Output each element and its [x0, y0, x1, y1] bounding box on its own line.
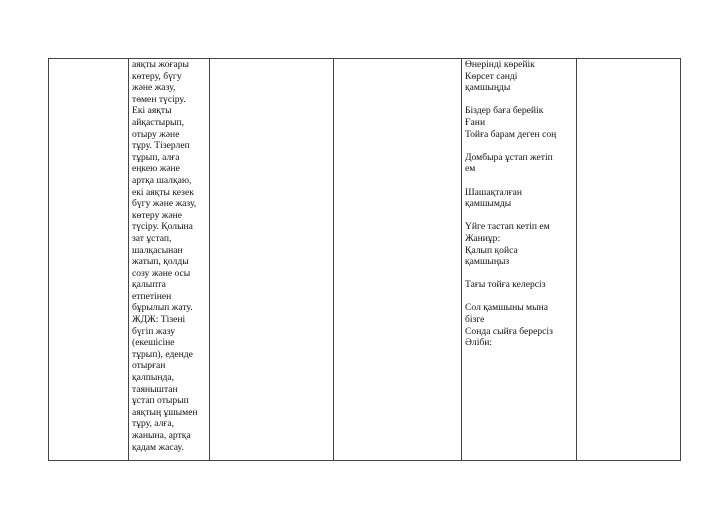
exercise-line: тұру. Тізерлеп [132, 140, 190, 152]
song-cell [462, 59, 577, 461]
song-line: Көрсет сәнді [465, 70, 518, 82]
exercise-line: Екі аяқты [132, 105, 172, 117]
exercise-line: көтеру, бүгу [132, 70, 182, 82]
empty-cell-6 [577, 59, 681, 461]
lesson-plan-table [48, 58, 681, 461]
exercise-line: еңкею және [132, 163, 180, 175]
exercise-text [129, 59, 209, 453]
empty-cell-1 [49, 59, 129, 461]
song-line: қамшымды [465, 198, 512, 210]
exercise-line: бұрылып жату. [132, 302, 193, 314]
exercise-line: артқа шалқаю, [132, 174, 192, 186]
exercise-line: тұрып), еденде [132, 348, 193, 360]
song-line: Ғани [465, 116, 486, 128]
exercise-line: бүгіп жазу [132, 325, 176, 337]
song-line [465, 175, 574, 187]
exercise-line: қалпында, [132, 372, 175, 384]
song-line: Біздер баға берейік [465, 105, 544, 117]
exercise-line: көтеру және [132, 209, 183, 221]
exercise-line: және жазу, [132, 82, 176, 94]
exercise-line: отырған [132, 360, 166, 372]
exercise-line: түсіру. Қолына [132, 221, 193, 233]
song-line [465, 140, 574, 152]
song-line: Үйге тастап кетіп ем [465, 221, 550, 233]
exercise-line: зат ұстап, [132, 232, 172, 244]
exercise-line: таяныштан [132, 383, 178, 395]
song-line [465, 291, 574, 303]
song-text [462, 59, 576, 349]
exercise-line: екі аяқты кезек [132, 186, 194, 198]
exercise-line: тұру, алға, [132, 418, 175, 430]
empty-cell-4 [334, 59, 462, 461]
song-line: Жаниұр: [465, 232, 501, 244]
exercise-line: аяқтың ұшымен [132, 406, 198, 418]
song-line: қамшыңды [465, 82, 511, 94]
table-row [49, 59, 681, 461]
exercise-line: жанына, артқа [132, 430, 191, 441]
empty-cell-3 [210, 59, 334, 461]
exercise-line: аяқты жоғары [132, 59, 189, 70]
exercise-line: тұрып, алға [132, 151, 180, 163]
song-line: Қалып қойса [465, 244, 518, 256]
song-line: Сол қамшыны мына [465, 302, 548, 314]
exercise-cell [129, 59, 210, 461]
exercise-line: етпетінен [132, 290, 172, 302]
exercise-line: ұстап отырып [132, 395, 189, 407]
exercise-line: қадам жасау. [132, 441, 184, 453]
song-line: Өнерінді көрейік [465, 59, 535, 70]
song-line: ем [465, 163, 476, 175]
exercise-line: созу және осы [132, 267, 191, 279]
exercise-line: жатып, қолды [132, 256, 189, 268]
exercise-line: ЖДЖ: Тізені [132, 314, 186, 326]
song-line: Домбыра ұстап жетіп [465, 151, 553, 163]
song-line [465, 94, 574, 106]
exercise-line: (екешісіне [132, 337, 175, 349]
exercise-line: шалқасынан [132, 244, 183, 256]
exercise-line: айқастырып, [132, 116, 184, 128]
song-line [465, 210, 574, 222]
song-line: бізге [465, 314, 485, 326]
exercise-line: қалыпта [132, 279, 166, 291]
song-line: Сонда сыйға берерсіз [465, 325, 553, 337]
song-line: Шашақталған [465, 186, 523, 198]
song-line: Тойға барам деген соң [465, 128, 557, 140]
exercise-line: отыру және [132, 128, 180, 140]
song-line: Тағы тойға келерсіз [465, 279, 546, 291]
song-line: Әліби: [465, 337, 493, 349]
song-line [465, 268, 574, 280]
exercise-line: бүгу және жазу, [132, 198, 197, 210]
exercise-line: төмен түсіру. [132, 93, 186, 105]
song-line: қамшыңыз [465, 256, 510, 268]
